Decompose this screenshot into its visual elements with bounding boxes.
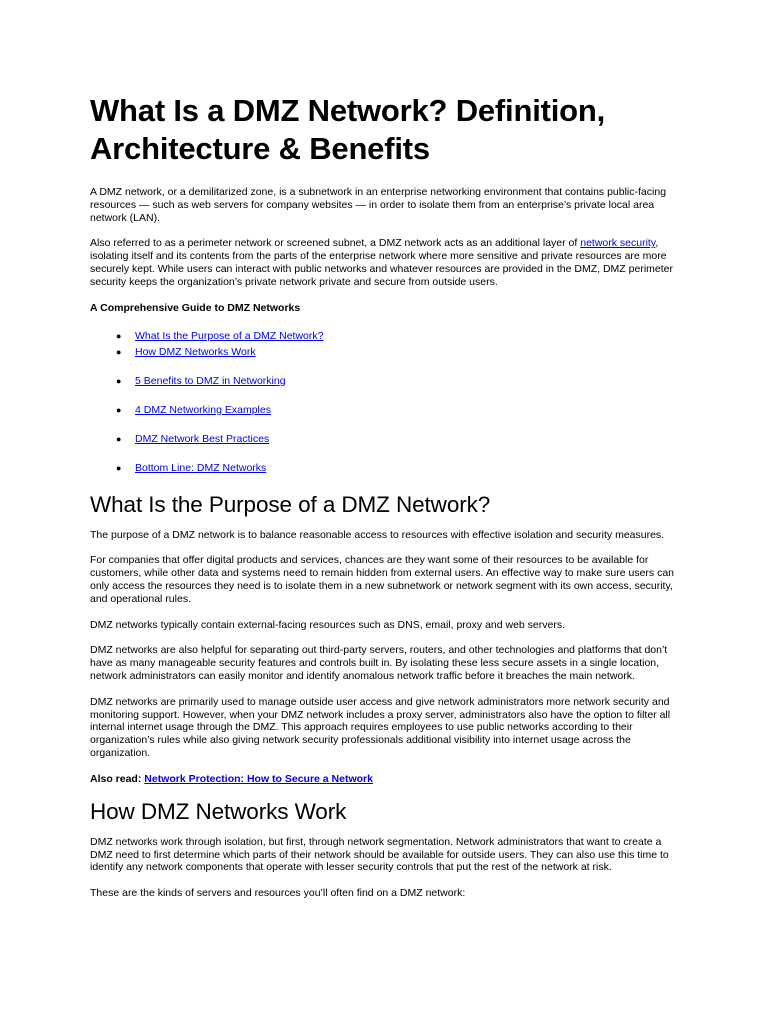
toc-link-best-practices[interactable]: DMZ Network Best Practices bbox=[135, 432, 270, 445]
bullet-icon: ● bbox=[116, 346, 122, 357]
bullet-icon: ● bbox=[116, 375, 122, 386]
toc-item bbox=[116, 346, 676, 359]
intro-paragraph-2 bbox=[90, 237, 676, 288]
bullet-icon: ● bbox=[116, 462, 122, 473]
intro-p2-before: Also referred to as a perimeter network or screened subnet, a DMZ network acts as an additional layer of bbox=[90, 237, 581, 250]
toc-item bbox=[116, 462, 676, 475]
section-heading-purpose: What Is the Purpose of a DMZ Network? bbox=[90, 491, 491, 517]
section-heading-how: How DMZ Networks Work bbox=[90, 798, 347, 824]
also-read-label: Also read: bbox=[90, 772, 145, 785]
toc-item bbox=[116, 375, 676, 388]
intro-p2-after: , isolating itself and its contents from the parts of the enterprise network where more sensitive and private resources are more securely kept. While users can interact with public networks and whatever resources are provided in the DMZ, DMZ perimeter security keeps the organization’s private network private and secure from outside users. bbox=[90, 237, 673, 288]
purpose-paragraph-4: DMZ networks are also helpful for separating out third-party servers, routers, and other technologies and platforms that don’t have as many manageable security features and controls built in. By isolating these less secure assets in a single location, network administrators can easily monitor and identify anomalous network traffic before it breaches the main network. bbox=[90, 644, 668, 682]
bullet-icon: ● bbox=[116, 404, 122, 415]
how-paragraph-1: DMZ networks work through isolation, but first, through network segmentation. Network administrators that want to create a DMZ need to first determine which parts of their network should be available for outside users. They can also use this time to identify any network components that operate with lesser security controls that put the rest of the network at risk. bbox=[90, 835, 669, 874]
purpose-paragraph-3: DMZ networks typically contain external-facing resources such as DNS, email, proxy and web servers. bbox=[90, 618, 566, 631]
purpose-paragraph-2: For companies that offer digital products and services, chances are they want some of their resources to be available for customers, while other data and systems need to remain hidden from external users. An effective way to make sure users can only access the resources they need is to isolate them in a new subnetwork or network segment with its own access, security, and operational rules. bbox=[90, 554, 675, 605]
toc-link-bottom-line[interactable]: Bottom Line: DMZ Networks bbox=[135, 461, 267, 474]
bullet-icon: ● bbox=[116, 433, 122, 444]
toc-item bbox=[116, 330, 676, 343]
purpose-paragraph-1: The purpose of a DMZ network is to balance reasonable access to resources with effective isolation and security measures. bbox=[90, 528, 665, 541]
toc-link-purpose[interactable]: What Is the Purpose of a DMZ Network? bbox=[135, 329, 324, 342]
guide-heading: A Comprehensive Guide to DMZ Networks bbox=[90, 301, 301, 314]
how-paragraph-2: These are the kinds of servers and resources you’ll often find on a DMZ network: bbox=[90, 887, 466, 900]
network-security-link[interactable]: network security bbox=[580, 237, 656, 250]
also-read-link[interactable]: Network Protection: How to Secure a Network bbox=[144, 772, 373, 785]
also-read bbox=[90, 773, 676, 785]
document-page bbox=[90, 92, 676, 913]
toc-link-examples[interactable]: 4 DMZ Networking Examples bbox=[135, 403, 271, 416]
toc-item bbox=[116, 433, 676, 446]
toc-item bbox=[116, 404, 676, 417]
toc-link-benefits[interactable]: 5 Benefits to DMZ in Networking bbox=[135, 374, 286, 387]
purpose-paragraph-5: DMZ networks are primarily used to manage outside user access and give network administrators more network security and monitoring support. However, when your DMZ network includes a proxy server, administrators also have the option to filter all internal internet usage through the DMZ. This approach requires employees to use public networks according to their organization’s rules while also giving network security professionals additional visibility into internet usage across the organization. bbox=[90, 695, 671, 759]
table-of-contents bbox=[90, 330, 676, 475]
intro-paragraph-1: A DMZ network, or a demilitarized zone, is a subnetwork in an enterprise networking environment that contains public-facing resources — such as web servers for company websites — in order to isolate them from an enterprise’s private local area network (LAN). bbox=[90, 186, 667, 224]
page-title: What Is a DMZ Network? Definition, Architecture & Benefits bbox=[90, 93, 606, 166]
bullet-icon: ● bbox=[116, 330, 122, 341]
toc-link-how-it-works[interactable]: How DMZ Networks Work bbox=[135, 345, 256, 358]
